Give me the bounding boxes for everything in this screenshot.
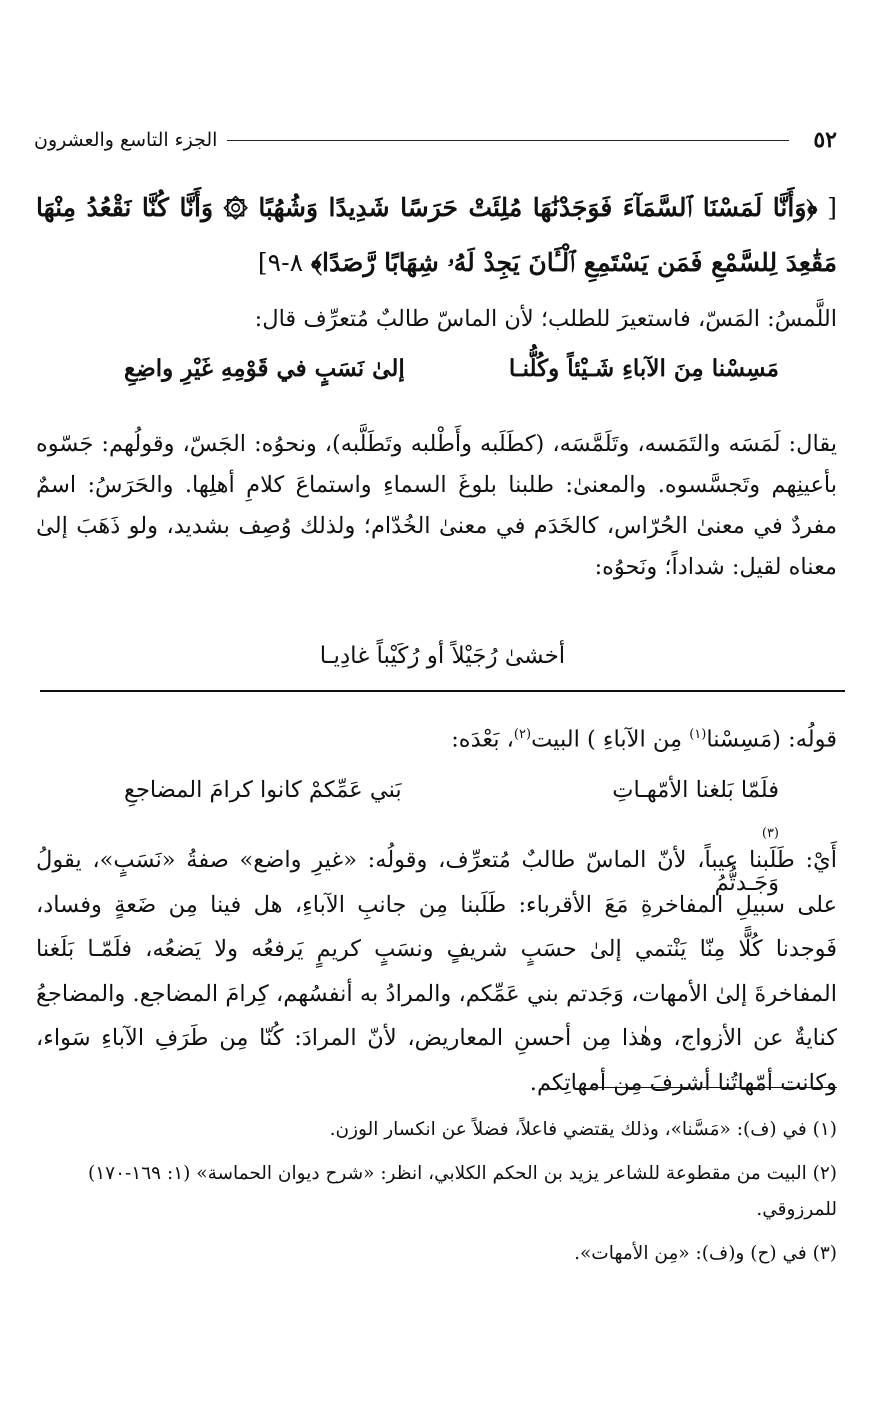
intro-part-a: قولُه: (مَسِسْنا xyxy=(706,726,837,753)
commentary-paragraph-2 xyxy=(36,838,837,1105)
hemistich-first-b: وَجَـدتُّمُ xyxy=(714,869,779,896)
commentary-intro xyxy=(36,298,837,340)
hemistich-first-a: فلَمّا بَلغنا الأمّهـاتِ xyxy=(612,777,779,803)
paragraph-text: أَيْ: طَلَبنا عيباً، لأنّ الماسّ طالبٌ مُتعرِّف، وقولُه: «غيرِ واضع» صفةُ «نَسَبٍ»، يقولُ على سبيلِ المفاخرةِ مَعَ الأقرباء: طَلَبنا مِن جانبِ الآباءِ، هل فينا مِن ضَعةٍ وفساد، فَوجدنا كُلًّا مِنّا يَنْتمي إلىٰ حسَبٍ شريفٍ ونسَبٍ كريمٍ يَرفعُه ولا يَضعُه، فلَمّـا بَلَغنا المفاخرةَ إلىٰ الأمهات، وَجَدتم بني عَمِّكم، والمرادُ به أنفسُهم، كِرامَ المضاجع. والمضاجعُ كنايةٌ عن الأزواج، وهٰذا مِن أحسنِ المعاريض، لأنّ المرادَ: كُنّا مِن طَرَفِ الآباءِ سَواء، وكانت أمّهاتُنا أشرفَ مِن أمهاتِكم. xyxy=(36,847,837,1096)
quran-verse-block xyxy=(36,180,837,290)
intro-part-c: ، بَعْدَه: xyxy=(451,726,514,753)
hemistich-first: مَسِسْنا مِنَ الآباءِ شَـيْئاً وكُلُّنـا xyxy=(508,355,779,382)
footnote-3: (٣) في (ح) و(ف): «مِن الأمهات». xyxy=(574,1243,837,1264)
hemistich-second: بَني عَمِّكمْ كانوا كرامَ المضاجعِ xyxy=(124,777,402,803)
footnote-divider xyxy=(591,1087,837,1088)
paragraph-text: يقال: لَمَسَه والتَمَسه، وتَلَمَّسَه، (كطَلَبه وأَطْلبه وتَطَلَّبه)، ونحوُه: الجَسّ، وقولُهم: جَسّوه بأعينِهم وتَجسَّسوه. والمعنىٰ: طلبنا بلوغَ السماءِ واستماعَ كلامِ أهلِها. والحَرَسُ: اسمٌ مفردٌ في معنىٰ الحُرّاس، كالخَدَم في معنىٰ الخُدّام؛ ولذلك وُصِف بشديد، ولو ذَهَبَ إلىٰ معناه لقيل: شداداً؛ ونَحوُه: xyxy=(36,431,837,580)
header-rule xyxy=(227,140,789,141)
footnote-ref-2[interactable]: (٢) xyxy=(513,727,532,742)
footnote-ref-3[interactable]: (٣) xyxy=(761,826,779,841)
poetry-couplet-1 xyxy=(36,347,837,391)
running-title: الجزء التاسع والعشرون xyxy=(34,129,218,151)
page-number: ٥٢ xyxy=(813,127,837,153)
intro-part-b: مِن الآباءِ ) البيت xyxy=(531,726,690,753)
verse-reference: ٨-٩] xyxy=(257,248,303,277)
ayah-text: ﴿وَأَنَّا لَمَسْنَا ٱلسَّمَآءَ فَوَجَدْنَٰهَا مُلِئَتْ حَرَسًا شَدِيدًا وَشُهُبًا ۞ وَأَنَّا كُنَّا نَقْعُدُ مِنْهَا مَقَٰعِدَ لِلسَّمْعِ فَمَن يَسْتَمِعِ ٱلْـَٔانَ يَجِدْ لَهُۥ شِهَابًا رَّصَدًا﴾ xyxy=(36,193,837,277)
footnote-2: (٢) البيت من مقطوعة للشاعر يزيد بن الحكم الكلابي، انظر: «شرح ديوان الحماسة» (١: ١٦٩-١٧٠) للمرزوقي. xyxy=(87,1163,837,1220)
commentary-paragraph-1 xyxy=(36,424,837,588)
open-bracket: [ xyxy=(827,193,837,222)
footnote-ref-1[interactable]: (١) xyxy=(689,727,707,742)
commentary-2-intro xyxy=(36,714,837,761)
page-header xyxy=(34,122,837,158)
poetry-line-single: أخشىٰ رُجَيْلاً أو رُكَيْباً غادِيـا xyxy=(319,643,566,669)
section-divider xyxy=(40,690,845,692)
intro-line: اللَّمسُ: المَسّ، فاستعيرَ للطلب؛ لأن الماسّ طالبٌ مُتعرِّف قال: xyxy=(254,306,837,332)
footnote-1: (١) في (ف): «مَسَّنا»، وذلك يقتضي فاعلاً، فضلاً عن انكسار الوزن. xyxy=(329,1119,837,1140)
hemistich-second: إلىٰ نَسَبٍ في قَوْمِهِ غَيْرِ واضِعِ xyxy=(124,355,405,382)
